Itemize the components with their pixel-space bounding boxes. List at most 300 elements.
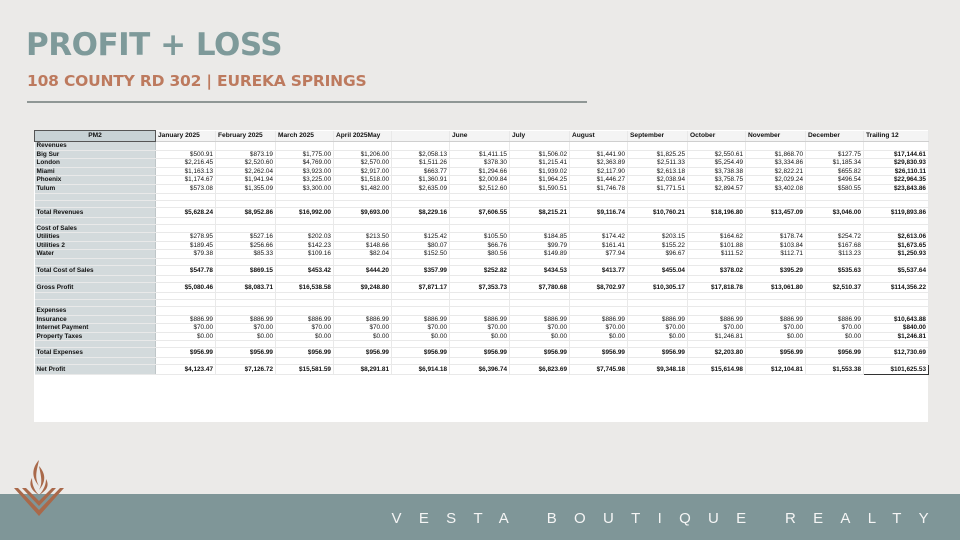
value-cell: $9,348.18: [628, 365, 688, 375]
section-row: [35, 142, 929, 151]
value-cell: [276, 200, 334, 207]
value-cell: [510, 217, 570, 224]
value-cell: [156, 341, 216, 348]
value-cell: $1,939.02: [510, 167, 570, 176]
value-cell: [570, 142, 628, 151]
value-cell: [216, 275, 276, 282]
table-row: [35, 207, 929, 217]
column-header: Trailing 12: [864, 131, 929, 142]
blank-row: [35, 341, 929, 348]
value-cell: [450, 306, 510, 315]
value-cell: $278.95: [156, 233, 216, 242]
value-cell: $13,061.80: [746, 282, 806, 292]
value-cell: $15,614.98: [688, 365, 746, 375]
value-cell: $7,871.17: [392, 282, 450, 292]
value-cell: [450, 200, 510, 207]
value-cell: [334, 299, 392, 306]
row-label: Water: [35, 250, 156, 259]
value-cell: [570, 258, 628, 265]
value-cell: $8,229.16: [392, 207, 450, 217]
value-cell: $3,758.75: [688, 176, 746, 185]
value-cell: $455.04: [628, 265, 688, 275]
property-address: 108 COUNTY RD 302 | EUREKA SPRINGS: [27, 72, 367, 90]
value-cell: $8,083.71: [216, 282, 276, 292]
value-cell: [510, 200, 570, 207]
value-cell: [510, 299, 570, 306]
value-cell: [156, 275, 216, 282]
value-cell: $1,941.94: [216, 176, 276, 185]
row-label: Insurance: [35, 315, 156, 324]
column-header: February 2025: [216, 131, 276, 142]
value-cell: [688, 358, 746, 365]
value-cell: $1,185.34: [806, 159, 864, 168]
value-cell: $580.55: [806, 184, 864, 193]
row-label: Expenses: [35, 306, 156, 315]
value-cell: $1,506.02: [510, 150, 570, 159]
row-label: Total Expenses: [35, 348, 156, 358]
value-cell: [156, 292, 216, 299]
value-cell: $2,262.04: [216, 167, 276, 176]
value-cell: [276, 193, 334, 200]
value-cell: [688, 217, 746, 224]
value-cell: [510, 258, 570, 265]
row-label: [35, 258, 156, 265]
trailing-total-cell: $1,673.65: [864, 241, 929, 250]
value-cell: $3,402.08: [746, 184, 806, 193]
value-cell: $142.23: [276, 241, 334, 250]
trailing-total-cell: $26,110.11: [864, 167, 929, 176]
value-cell: $0.00: [570, 332, 628, 341]
value-cell: [156, 193, 216, 200]
value-cell: [746, 299, 806, 306]
value-cell: [746, 193, 806, 200]
value-cell: [450, 358, 510, 365]
value-cell: [806, 306, 864, 315]
column-header: September: [628, 131, 688, 142]
value-cell: $17,818.78: [688, 282, 746, 292]
value-cell: [806, 299, 864, 306]
value-cell: $0.00: [334, 332, 392, 341]
value-cell: [392, 200, 450, 207]
value-cell: $886.99: [688, 315, 746, 324]
row-label: Utilities 2: [35, 241, 156, 250]
value-cell: [628, 358, 688, 365]
value-cell: [746, 275, 806, 282]
value-cell: [276, 224, 334, 233]
value-cell: $886.99: [276, 315, 334, 324]
profit-loss-table: [34, 130, 929, 375]
value-cell: [392, 193, 450, 200]
value-cell: [450, 275, 510, 282]
value-cell: $1,553.38: [806, 365, 864, 375]
value-cell: $956.99: [216, 348, 276, 358]
trailing-total-cell: [864, 299, 929, 306]
value-cell: [688, 275, 746, 282]
value-cell: [628, 200, 688, 207]
value-cell: $70.00: [156, 324, 216, 333]
header-label-cell: PM2: [35, 131, 156, 142]
value-cell: $70.00: [746, 324, 806, 333]
value-cell: $535.63: [806, 265, 864, 275]
value-cell: $956.99: [570, 348, 628, 358]
value-cell: [510, 142, 570, 151]
value-cell: $70.00: [510, 324, 570, 333]
value-cell: $105.50: [450, 233, 510, 242]
row-label: [35, 358, 156, 365]
row-label: Internet Payment: [35, 324, 156, 333]
value-cell: $663.77: [392, 167, 450, 176]
value-cell: [510, 275, 570, 282]
value-cell: [156, 224, 216, 233]
value-cell: $1,215.41: [510, 159, 570, 168]
value-cell: [570, 306, 628, 315]
table-row: [35, 159, 929, 168]
value-cell: $655.82: [806, 167, 864, 176]
value-cell: [570, 200, 628, 207]
value-cell: $956.99: [806, 348, 864, 358]
title-divider: [27, 101, 587, 103]
value-cell: $6,914.18: [392, 365, 450, 375]
row-label: [35, 200, 156, 207]
value-cell: $886.99: [570, 315, 628, 324]
value-cell: $0.00: [392, 332, 450, 341]
value-cell: [276, 258, 334, 265]
page-title: PROFIT + LOSS: [26, 27, 283, 63]
trailing-total-cell: $10,643.88: [864, 315, 929, 324]
value-cell: $956.99: [156, 348, 216, 358]
value-cell: $80.56: [450, 250, 510, 259]
value-cell: $2,613.18: [628, 167, 688, 176]
value-cell: [216, 341, 276, 348]
value-cell: $2,216.45: [156, 159, 216, 168]
value-cell: $1,441.90: [570, 150, 628, 159]
value-cell: [156, 200, 216, 207]
value-cell: [392, 258, 450, 265]
value-cell: $1,482.00: [334, 184, 392, 193]
value-cell: [746, 292, 806, 299]
value-cell: $155.22: [628, 241, 688, 250]
value-cell: [276, 358, 334, 365]
value-cell: [806, 224, 864, 233]
column-header: October: [688, 131, 746, 142]
value-cell: [334, 292, 392, 299]
value-cell: $10,760.21: [628, 207, 688, 217]
value-cell: $70.00: [688, 324, 746, 333]
value-cell: [450, 193, 510, 200]
value-cell: [746, 306, 806, 315]
value-cell: $886.99: [628, 315, 688, 324]
profit-loss-sheet: [34, 130, 928, 422]
column-header: July: [510, 131, 570, 142]
row-label: [35, 341, 156, 348]
value-cell: [156, 299, 216, 306]
column-header: April 2025May: [334, 131, 392, 142]
value-cell: $453.42: [276, 265, 334, 275]
value-cell: [688, 200, 746, 207]
value-cell: $164.62: [688, 233, 746, 242]
value-cell: $378.02: [688, 265, 746, 275]
value-cell: [334, 306, 392, 315]
value-cell: $70.00: [392, 324, 450, 333]
trailing-total-cell: $17,144.61: [864, 150, 929, 159]
value-cell: [806, 200, 864, 207]
value-cell: $886.99: [216, 315, 276, 324]
blank-row: [35, 292, 929, 299]
value-cell: $174.42: [570, 233, 628, 242]
table-row: [35, 365, 929, 375]
value-cell: $149.89: [510, 250, 570, 259]
trailing-total-cell: $5,537.64: [864, 265, 929, 275]
table-row: [35, 176, 929, 185]
value-cell: [276, 299, 334, 306]
value-cell: $2,512.60: [450, 184, 510, 193]
value-cell: [746, 341, 806, 348]
value-cell: [806, 193, 864, 200]
value-cell: $0.00: [628, 332, 688, 341]
value-cell: $395.29: [746, 265, 806, 275]
value-cell: [450, 258, 510, 265]
trailing-total-cell: [864, 224, 929, 233]
value-cell: $1,511.26: [392, 159, 450, 168]
row-label: Revenues: [35, 142, 156, 151]
value-cell: $527.16: [216, 233, 276, 242]
row-label: Tulum: [35, 184, 156, 193]
table-row: [35, 150, 929, 159]
value-cell: $886.99: [392, 315, 450, 324]
value-cell: $4,769.00: [276, 159, 334, 168]
trailing-total-cell: [864, 217, 929, 224]
value-cell: [216, 258, 276, 265]
value-cell: $2,520.60: [216, 159, 276, 168]
value-cell: [628, 217, 688, 224]
value-cell: [156, 358, 216, 365]
value-cell: $252.82: [450, 265, 510, 275]
value-cell: $434.53: [510, 265, 570, 275]
value-cell: $96.67: [628, 250, 688, 259]
table-row: [35, 250, 929, 259]
value-cell: $5,080.46: [156, 282, 216, 292]
value-cell: $125.42: [392, 233, 450, 242]
value-cell: $496.54: [806, 176, 864, 185]
value-cell: [276, 275, 334, 282]
value-cell: $956.99: [392, 348, 450, 358]
value-cell: $3,334.86: [746, 159, 806, 168]
value-cell: $70.00: [216, 324, 276, 333]
blank-row: [35, 299, 929, 306]
value-cell: $5,254.49: [688, 159, 746, 168]
value-cell: $70.00: [334, 324, 392, 333]
value-cell: [334, 193, 392, 200]
value-cell: [216, 299, 276, 306]
row-label: London: [35, 159, 156, 168]
value-cell: [276, 142, 334, 151]
value-cell: [806, 275, 864, 282]
value-cell: $18,196.80: [688, 207, 746, 217]
trailing-total-cell: [864, 275, 929, 282]
value-cell: [216, 306, 276, 315]
value-cell: [450, 299, 510, 306]
value-cell: $1,868.70: [746, 150, 806, 159]
trailing-total-cell: [864, 306, 929, 315]
value-cell: [510, 341, 570, 348]
row-label: Big Sur: [35, 150, 156, 159]
value-cell: [570, 193, 628, 200]
value-cell: [334, 341, 392, 348]
value-cell: $886.99: [156, 315, 216, 324]
value-cell: [806, 358, 864, 365]
value-cell: $886.99: [450, 315, 510, 324]
value-cell: [392, 299, 450, 306]
value-cell: $7,353.73: [450, 282, 510, 292]
header-row: [35, 131, 929, 142]
trailing-total-cell: [864, 292, 929, 299]
value-cell: [216, 358, 276, 365]
value-cell: $873.19: [216, 150, 276, 159]
value-cell: $9,116.74: [570, 207, 628, 217]
value-cell: [688, 341, 746, 348]
value-cell: $444.20: [334, 265, 392, 275]
blank-row: [35, 358, 929, 365]
value-cell: [216, 193, 276, 200]
value-cell: $66.76: [450, 241, 510, 250]
value-cell: $16,992.00: [276, 207, 334, 217]
value-cell: $2,203.80: [688, 348, 746, 358]
value-cell: $1,446.27: [570, 176, 628, 185]
value-cell: $357.99: [392, 265, 450, 275]
value-cell: $0.00: [450, 332, 510, 341]
row-label: Net Profit: [35, 365, 156, 375]
vesta-flame-logo-icon: [12, 458, 66, 522]
value-cell: [276, 306, 334, 315]
value-cell: $70.00: [276, 324, 334, 333]
blank-row: [35, 200, 929, 207]
trailing-total-cell: $1,250.93: [864, 250, 929, 259]
value-cell: $79.38: [156, 250, 216, 259]
value-cell: [392, 292, 450, 299]
value-cell: $80.07: [392, 241, 450, 250]
value-cell: $148.66: [334, 241, 392, 250]
value-cell: [746, 224, 806, 233]
row-label: Phoenix: [35, 176, 156, 185]
value-cell: $0.00: [510, 332, 570, 341]
value-cell: [628, 258, 688, 265]
value-cell: [628, 341, 688, 348]
value-cell: $1,518.00: [334, 176, 392, 185]
value-cell: $547.78: [156, 265, 216, 275]
column-header: June: [450, 131, 510, 142]
row-label: Total Cost of Sales: [35, 265, 156, 275]
value-cell: $1,360.91: [392, 176, 450, 185]
value-cell: $189.45: [156, 241, 216, 250]
row-label: [35, 292, 156, 299]
value-cell: $13,457.09: [746, 207, 806, 217]
trailing-total-cell: [864, 193, 929, 200]
table-row: [35, 167, 929, 176]
value-cell: $2,570.00: [334, 159, 392, 168]
column-header: December: [806, 131, 864, 142]
trailing-total-cell: $119,893.86: [864, 207, 929, 217]
value-cell: $7,745.98: [570, 365, 628, 375]
value-cell: $3,923.00: [276, 167, 334, 176]
value-cell: $113.23: [806, 250, 864, 259]
value-cell: $1,174.67: [156, 176, 216, 185]
trailing-total-cell: $840.00: [864, 324, 929, 333]
blank-row: [35, 217, 929, 224]
row-label: Property Taxes: [35, 332, 156, 341]
value-cell: [746, 217, 806, 224]
value-cell: $203.15: [628, 233, 688, 242]
value-cell: $8,291.81: [334, 365, 392, 375]
value-cell: $3,300.00: [276, 184, 334, 193]
value-cell: [392, 217, 450, 224]
value-cell: $2,511.33: [628, 159, 688, 168]
value-cell: $886.99: [510, 315, 570, 324]
value-cell: [628, 224, 688, 233]
value-cell: $8,952.86: [216, 207, 276, 217]
value-cell: [570, 358, 628, 365]
value-cell: [392, 306, 450, 315]
value-cell: $1,355.09: [216, 184, 276, 193]
blank-row: [35, 258, 929, 265]
value-cell: [570, 292, 628, 299]
value-cell: [628, 193, 688, 200]
value-cell: $2,038.94: [628, 176, 688, 185]
value-cell: [628, 299, 688, 306]
value-cell: [156, 258, 216, 265]
value-cell: $0.00: [216, 332, 276, 341]
trailing-total-cell: [864, 200, 929, 207]
value-cell: [450, 341, 510, 348]
value-cell: $161.41: [570, 241, 628, 250]
value-cell: $70.00: [806, 324, 864, 333]
value-cell: $869.15: [216, 265, 276, 275]
value-cell: [334, 258, 392, 265]
trailing-total-cell: $101,625.53: [864, 365, 929, 375]
value-cell: [392, 275, 450, 282]
value-cell: $101.88: [688, 241, 746, 250]
value-cell: $886.99: [746, 315, 806, 324]
value-cell: $152.50: [392, 250, 450, 259]
value-cell: $213.50: [334, 233, 392, 242]
value-cell: $413.77: [570, 265, 628, 275]
value-cell: $12,104.81: [746, 365, 806, 375]
trailing-total-cell: $2,613.06: [864, 233, 929, 242]
value-cell: [628, 275, 688, 282]
value-cell: [510, 193, 570, 200]
value-cell: $70.00: [450, 324, 510, 333]
value-cell: [806, 258, 864, 265]
value-cell: $1,964.25: [510, 176, 570, 185]
value-cell: [334, 200, 392, 207]
value-cell: [450, 217, 510, 224]
value-cell: [570, 299, 628, 306]
value-cell: [276, 341, 334, 348]
value-cell: [628, 292, 688, 299]
trailing-total-cell: $23,843.86: [864, 184, 929, 193]
value-cell: $2,917.00: [334, 167, 392, 176]
value-cell: [628, 306, 688, 315]
value-cell: $2,029.24: [746, 176, 806, 185]
table-row: [35, 265, 929, 275]
value-cell: $77.94: [570, 250, 628, 259]
value-cell: $0.00: [276, 332, 334, 341]
value-cell: $112.71: [746, 250, 806, 259]
table-row: [35, 315, 929, 324]
value-cell: $70.00: [628, 324, 688, 333]
value-cell: [392, 142, 450, 151]
value-cell: [806, 142, 864, 151]
footer-bar: [0, 494, 960, 540]
